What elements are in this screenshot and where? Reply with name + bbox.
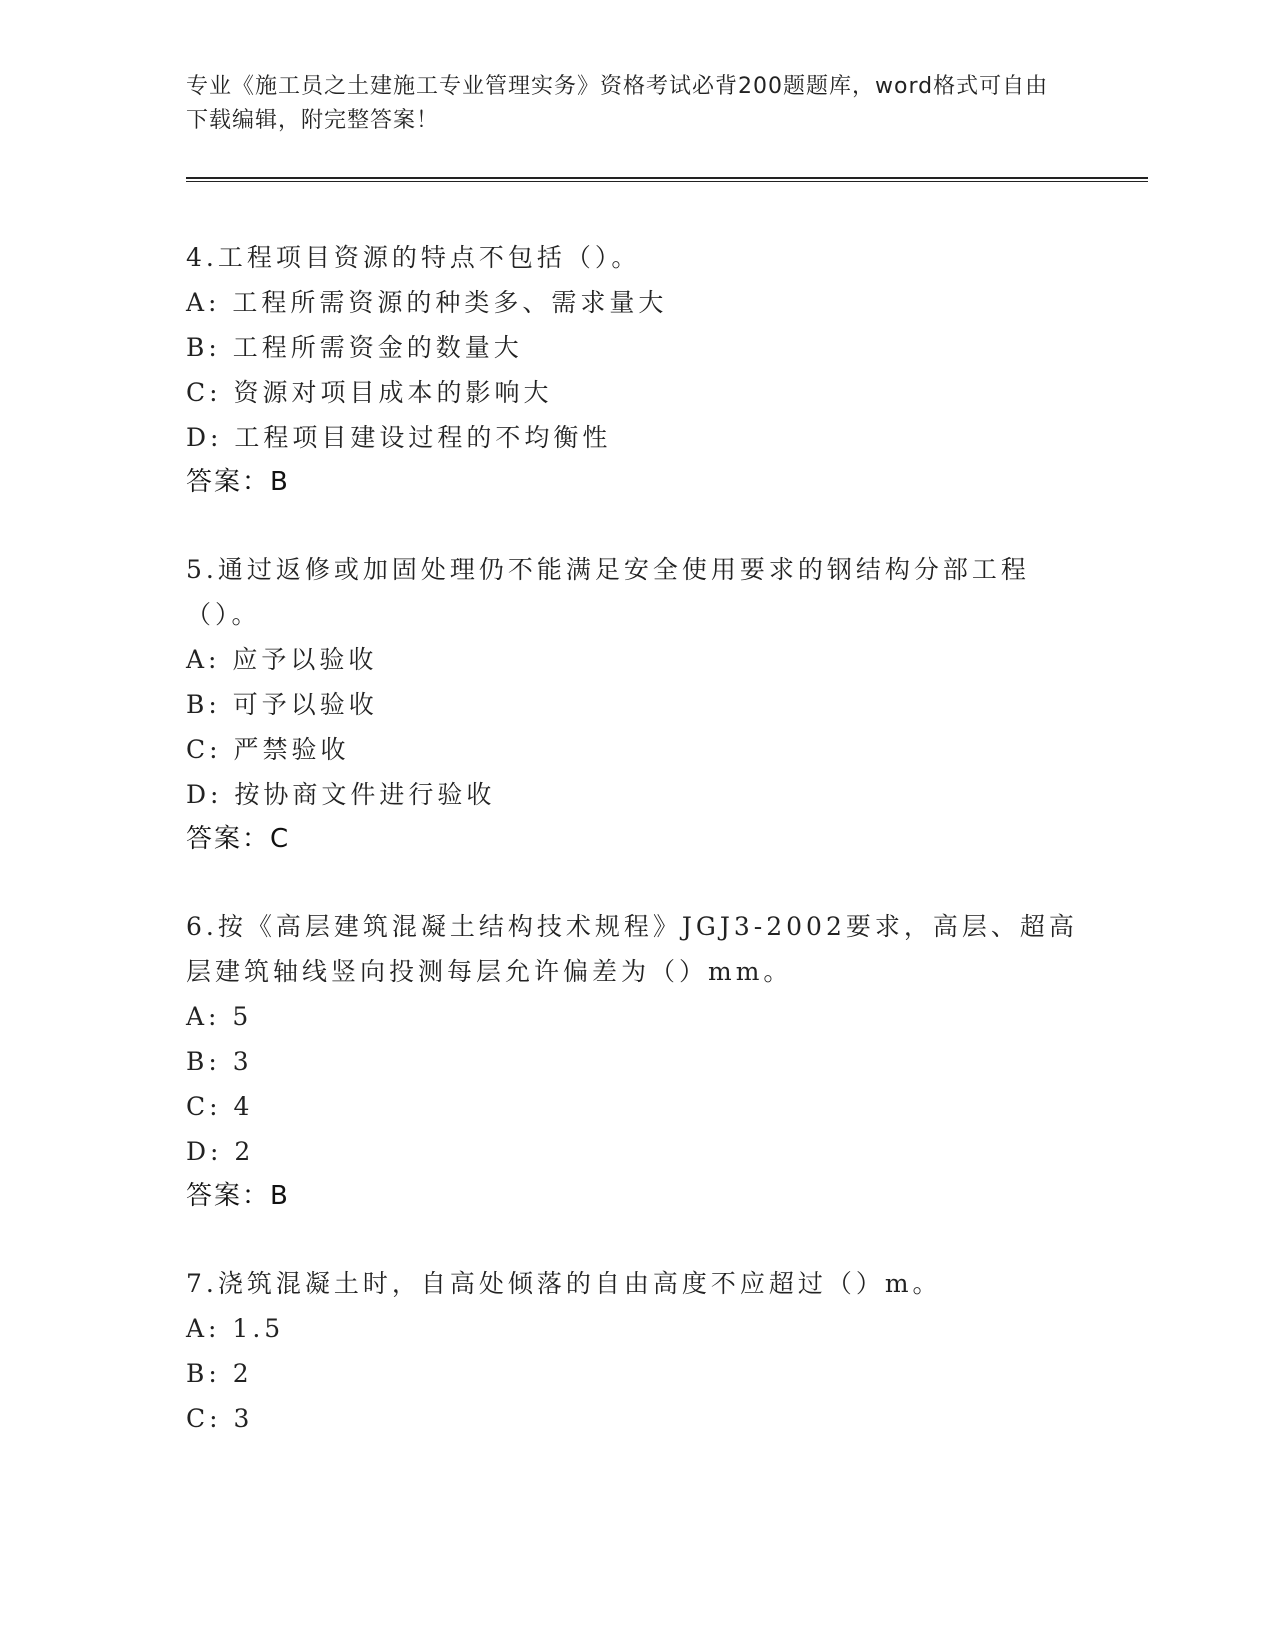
option-d: D: 按协商文件进行验收	[186, 780, 496, 809]
question-7	[186, 1261, 1086, 1441]
option-a: A: 5	[186, 1002, 253, 1031]
option-b: B: 2	[186, 1359, 253, 1388]
option-c: C: 4	[186, 1092, 254, 1121]
question-text: 5.通过返修或加固处理仍不能满足安全使用要求的钢结构分部工程（）。	[186, 555, 1030, 629]
header-title: 专业《施工员之土建施工专业管理实务》资格考试必背200题题库，word格式可自由下载编辑，附完整答案！	[186, 74, 1049, 133]
option-a: A: 应予以验收	[186, 645, 378, 674]
option-c: C: 资源对项目成本的影响大	[186, 378, 553, 407]
question-4	[186, 235, 1086, 505]
option-d: D: 2	[186, 1137, 255, 1166]
option-a: A: 工程所需资源的种类多、需求量大	[186, 288, 668, 317]
question-6	[186, 904, 1086, 1219]
answer-line: 答案：B	[186, 467, 290, 497]
header-divider-thick	[186, 177, 1148, 179]
option-b: B: 工程所需资金的数量大	[186, 333, 523, 362]
option-d: D: 工程项目建设过程的不均衡性	[186, 423, 612, 452]
document-header	[186, 70, 1066, 138]
option-b: B: 3	[186, 1047, 253, 1076]
option-c: C: 严禁验收	[186, 735, 350, 764]
answer-line: 答案：C	[186, 824, 291, 854]
question-text: 4.工程项目资源的特点不包括（）。	[186, 243, 641, 272]
question-5	[186, 547, 1086, 862]
option-c: C: 3	[186, 1404, 254, 1433]
question-text: 7.浇筑混凝土时，自高处倾落的自由高度不应超过（）m。	[186, 1269, 942, 1298]
option-a: A: 1.5	[186, 1314, 285, 1343]
header-divider-thin	[186, 181, 1148, 182]
option-b: B: 可予以验收	[186, 690, 378, 719]
answer-line: 答案：B	[186, 1181, 290, 1211]
question-text: 6.按《高层建筑混凝土结构技术规程》JGJ3-2002要求，高层、超高层建筑轴线竖向投测每层允许偏差为（）mm。	[186, 912, 1078, 986]
question-list	[186, 235, 1086, 1483]
